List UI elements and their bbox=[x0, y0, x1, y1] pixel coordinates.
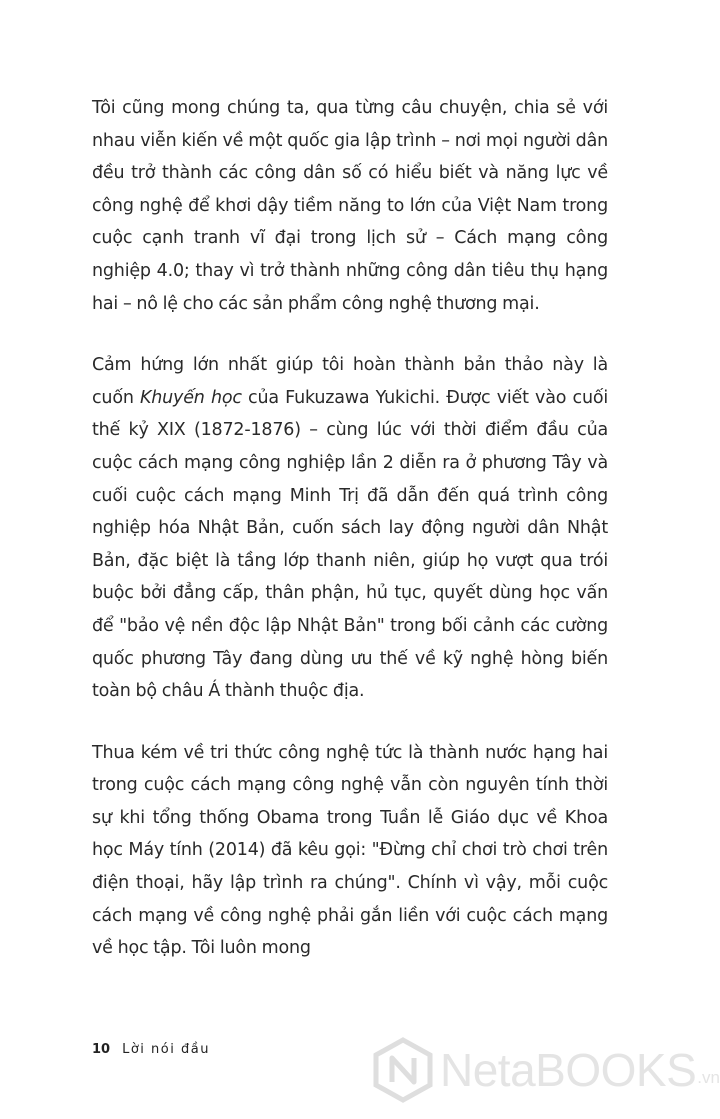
watermark-suffix: .vn bbox=[697, 1068, 720, 1087]
paragraph-2-before: Cảm hứng lớn nhất giúp tôi hoàn thành bản thảo này là cuốn bbox=[92, 355, 608, 408]
netabooks-logo-icon bbox=[372, 1037, 434, 1103]
paragraph-2-after: của Fukuzawa Yukichi. Được viết vào cuối thế kỷ XIX (1872-1876) – cùng lúc với thời điểm đầu của cuộc cách mạng công nghiệp lần 2 diễn ra ở phương Tây và cuối cuộc cách mạng Minh Trị đã dẫn đến quá trình công nghiệp hóa Nhật Bản, cuốn sách lay động người dân Nhật Bản, đặc biệt là tầng lớp thanh niên, giúp họ vượt qua trói buộc bởi đẳng cấp, thân phận, hủ tục, quyết dùng học vấn để "bảo vệ nền độc lập Nhật Bản" trong bối cảnh các cường quốc phương Tây đang dùng ưu thế về kỹ nghệ hòng biến toàn bộ châu Á thành thuộc địa. bbox=[92, 387, 608, 702]
paragraph-3: Thua kém về tri thức công nghệ tức là thành nước hạng hai trong cuộc cách mạng công nghệ vẫn còn nguyên tính thời sự khi tổng thống Obama trong Tuần lễ Giáo dục về Khoa học Máy tính (2014) đã kêu gọi: "Đừng chỉ chơi trò chơi trên điện thoại, hãy lập trình ra chúng". Chính vì vậy, mỗi cuộc cách mạng về công nghệ phải gắn liền với cuộc cách mạng về học tập. Tôi luôn mong bbox=[92, 742, 608, 959]
book-title: Khuyến học bbox=[140, 387, 242, 408]
paragraph-1: Tôi cũng mong chúng ta, qua từng câu chuyện, chia sẻ với nhau viễn kiến về một quốc gia lập trình – nơi mọi người dân đều trở thành các công dân số có hiểu biết và năng lực về công nghệ để khơi dậy tiềm năng to lớn của Việt Nam trong cuộc cạnh tranh vĩ đại trong lịch sử – Cách mạng công nghiệp 4.0; thay vì trở thành những công dân tiêu thụ hạng hai – nô lệ cho các sản phẩm công nghệ thương mại. bbox=[92, 98, 608, 314]
page-body bbox=[92, 92, 608, 994]
page-footer bbox=[92, 1042, 210, 1057]
page-number: 10 bbox=[92, 1042, 111, 1057]
paragraph-2 bbox=[92, 349, 608, 708]
watermark-brand: NetaBOOKS bbox=[440, 1044, 697, 1096]
section-title: Lời nói đầu bbox=[122, 1042, 210, 1057]
watermark bbox=[372, 1030, 720, 1110]
